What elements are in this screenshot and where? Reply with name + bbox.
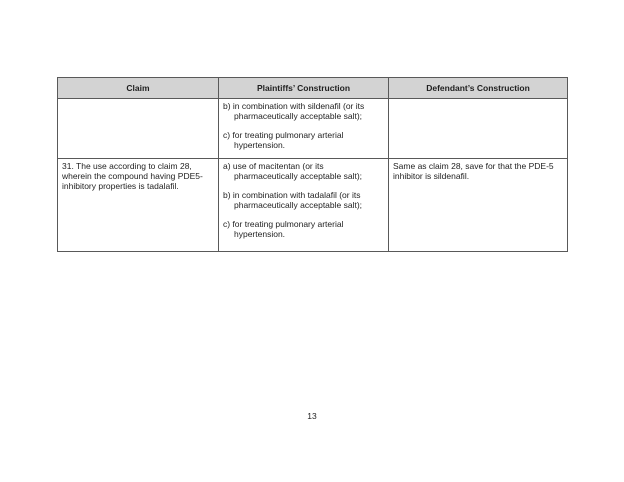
claim-cell [58,159,219,252]
plaintiffs-construction-cell [219,159,389,252]
header-defendants-construction: Defendant’s Construction [389,78,568,99]
construction-item: b) in combination with tadalafil (or its pharmaceutically acceptable salt); [223,190,363,210]
defendant-construction-cell-empty [389,99,568,159]
construction-item: a) use of macitentan (or its pharmaceutically acceptable salt); [223,161,363,181]
header-claim: Claim [58,78,219,99]
defendant-construction-cell [389,159,568,252]
construction-item: c) for treating pulmonary arterial hypertension. [223,219,344,239]
plaintiffs-construction-cell [219,99,389,159]
page-number: 13 [307,411,317,421]
defendant-construction-text: Same as claim 28, save for that the PDE-5 inhibitor is sildenafil. [393,161,554,181]
construction-item: c) for treating pulmonary arterial hypertension. [223,130,344,150]
claim-construction-table [57,77,568,252]
header-plaintiffs-construction: Plaintiffs’ Construction [219,78,389,99]
construction-item: b) in combination with sildenafil (or its pharmaceutically acceptable salt); [223,101,365,121]
claim-text: 31. The use according to claim 28, wherein the compound having PDE5-inhibitory properties is tadalafil. [62,161,203,191]
claim-cell-empty [58,99,219,159]
table-header-row [58,78,568,99]
table-row [58,159,568,252]
table-row [58,99,568,159]
